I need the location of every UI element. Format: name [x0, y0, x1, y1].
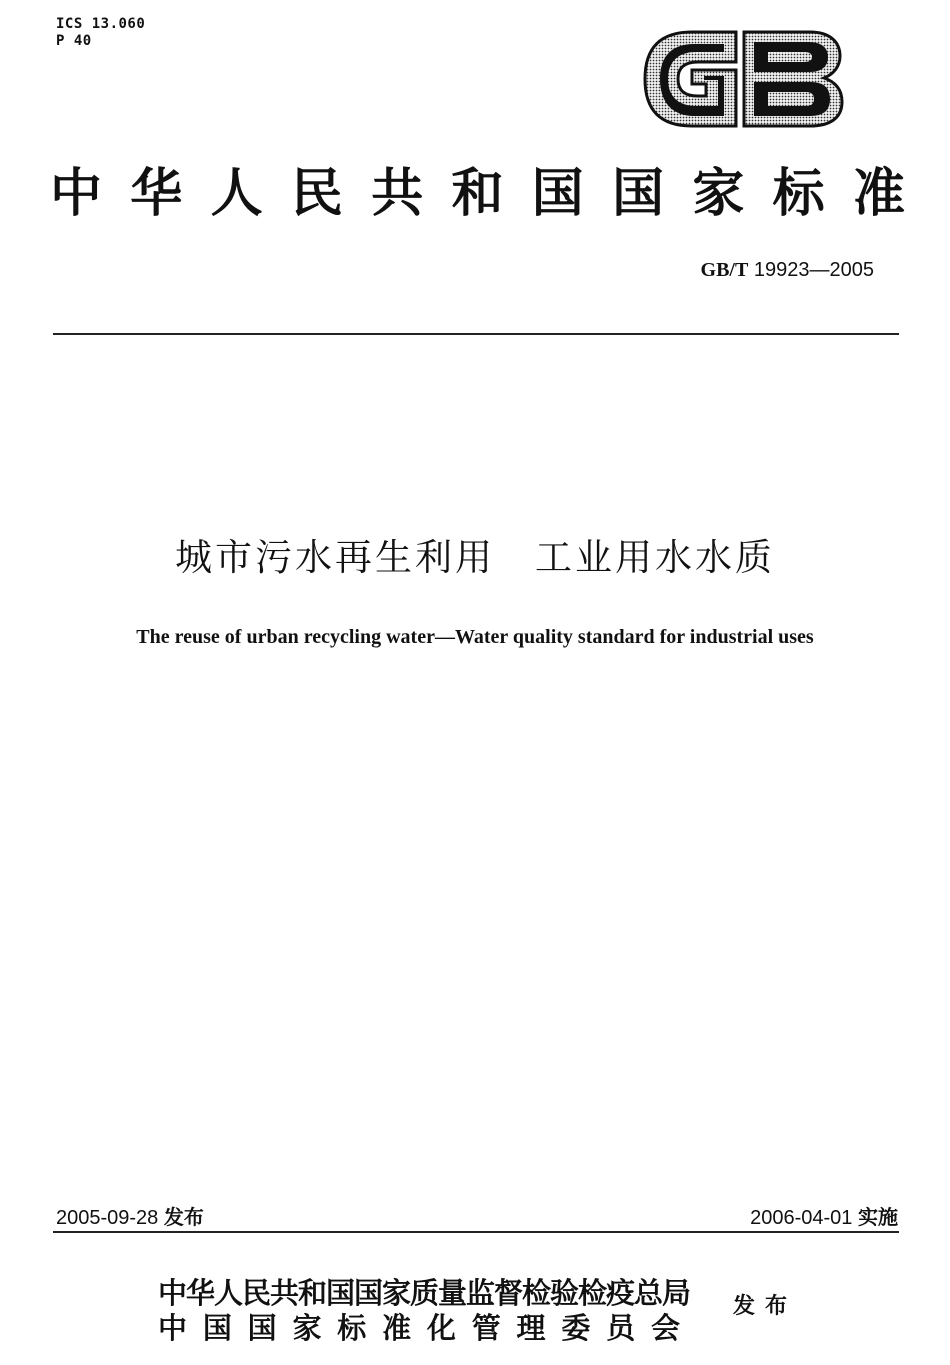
banner-char: 准	[852, 164, 905, 224]
publisher-char: 家	[292, 1311, 322, 1345]
publisher-char: 化	[426, 1311, 456, 1345]
ccs-code: P 40	[56, 33, 92, 49]
banner-char: 和	[451, 164, 504, 224]
issue-date	[56, 1205, 204, 1230]
implementation-date	[750, 1205, 898, 1230]
title-chinese: 城市污水再生利用 工业用水水质	[175, 536, 775, 579]
banner-char: 人	[210, 164, 263, 224]
publisher-char: 委	[561, 1311, 591, 1345]
national-standard-banner	[50, 164, 905, 224]
banner-char: 中	[50, 164, 103, 224]
bottom-divider	[53, 1231, 899, 1233]
issue-date-label: 发布	[163, 1205, 204, 1229]
classification-codes	[56, 16, 145, 50]
issue-date-value: 2005-09-28	[56, 1207, 159, 1229]
publisher-aqsiq: 中华人民共和国国家质量监督检验检疫总局	[158, 1276, 691, 1310]
standard-prefix: GB/T	[700, 259, 749, 281]
publisher-char: 管	[471, 1311, 501, 1345]
publisher-char: 准	[382, 1311, 412, 1345]
publisher-char: 员	[606, 1311, 636, 1345]
banner-char: 民	[290, 164, 343, 224]
publisher-char: 国	[202, 1311, 232, 1345]
publisher-char: 中	[158, 1311, 188, 1345]
banner-char: 标	[772, 164, 825, 224]
publisher-char: 标	[337, 1311, 367, 1345]
standard-number	[701, 258, 874, 282]
implementation-date-value: 2006-04-01	[750, 1207, 853, 1229]
banner-char: 共	[371, 164, 424, 224]
banner-char: 国	[612, 164, 665, 224]
implementation-date-label: 实施	[858, 1205, 898, 1229]
publisher-char: 会	[650, 1311, 680, 1345]
banner-char: 家	[692, 164, 745, 224]
publisher-sac	[158, 1311, 680, 1345]
publisher-char: 理	[516, 1311, 546, 1345]
gb-logo	[640, 26, 845, 132]
banner-char: 国	[531, 164, 584, 224]
title-english: The reuse of urban recycling water—Water quality standard for industrial uses	[136, 626, 814, 648]
ics-code: ICS 13.060	[56, 16, 146, 32]
publisher-char: 国	[247, 1311, 277, 1345]
standard-code: 19923—2005	[753, 259, 874, 281]
banner-char: 华	[130, 164, 183, 224]
top-divider	[53, 333, 899, 335]
publish-label: 发布	[733, 1294, 798, 1319]
